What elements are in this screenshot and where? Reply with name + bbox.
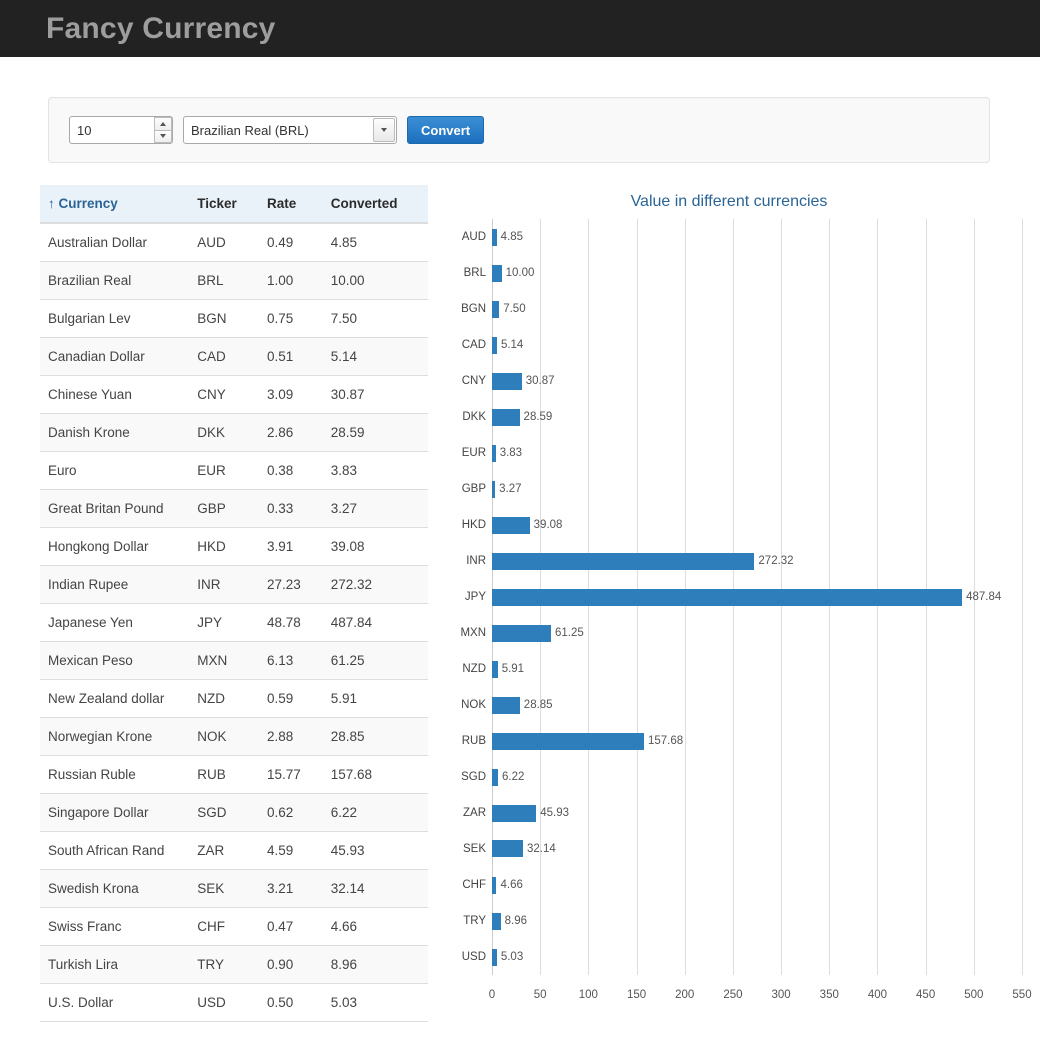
converted-cell: 157.68: [323, 756, 428, 794]
table-row: [40, 223, 428, 262]
chart-bar: [492, 840, 523, 857]
table-row: [40, 832, 428, 870]
currency-cell: Norwegian Krone: [40, 718, 189, 756]
currency-cell: Japanese Yen: [40, 604, 189, 642]
table-row: [40, 528, 428, 566]
chart-xtick-label: 300: [771, 989, 791, 1001]
ticker-cell: CNY: [189, 376, 259, 414]
chart-xtick-label: 550: [1012, 989, 1032, 1001]
ticker-cell: HKD: [189, 528, 259, 566]
table-row: [40, 642, 428, 680]
converted-cell: 28.59: [323, 414, 428, 452]
chart-ytick-label: USD: [461, 951, 486, 963]
chart-bar-row: [462, 651, 1022, 687]
table-row: [40, 300, 428, 338]
currency-cell: Danish Krone: [40, 414, 189, 452]
ticker-cell: GBP: [189, 490, 259, 528]
chart-bar-row: [461, 327, 1022, 363]
table-row: [40, 604, 428, 642]
chart-ytick-label: HKD: [461, 519, 486, 531]
chart-bar: [492, 661, 498, 678]
chart-bar-row: [461, 435, 1022, 471]
chart-title: Value in different currencies: [630, 193, 828, 210]
chart-bar-value-label: 6.22: [501, 771, 525, 783]
chart-ytick-label: JPY: [464, 591, 486, 603]
chart-bar: [492, 373, 522, 390]
currency-table-container: [40, 185, 428, 1022]
ticker-cell: CAD: [189, 338, 259, 376]
chart-bar-value-label: 5.03: [500, 951, 524, 963]
rate-cell: 0.51: [259, 338, 323, 376]
chart-bar-row: [462, 831, 1022, 867]
chart-bar: [492, 337, 497, 354]
chart-ytick-label: DKK: [462, 411, 486, 423]
chart-bar-row: [463, 795, 1022, 831]
chart-bar-row: [461, 507, 1022, 543]
converted-cell: 4.85: [323, 223, 428, 262]
chart-bar: [492, 913, 501, 930]
converted-cell: 8.96: [323, 946, 428, 984]
chevron-down-glyph: [381, 128, 387, 132]
chart-bar-value-label: 10.00: [505, 267, 535, 279]
currency-cell: Hongkong Dollar: [40, 528, 189, 566]
chart-bar-value-label: 3.27: [499, 483, 522, 495]
table-row: [40, 680, 428, 718]
ticker-cell: SEK: [189, 870, 259, 908]
table-row: [40, 718, 428, 756]
converted-cell: 5.14: [323, 338, 428, 376]
chart-bar-value-label: 30.87: [525, 375, 555, 387]
rate-cell: 0.75: [259, 300, 323, 338]
chart-plot-area: [460, 219, 1032, 1001]
chart-ytick-label: ZAR: [463, 807, 486, 819]
bar-chart: [446, 219, 1030, 1009]
converted-cell: 39.08: [323, 528, 428, 566]
ticker-cell: ZAR: [189, 832, 259, 870]
chart-ytick-label: NOK: [461, 699, 486, 711]
rate-cell: 0.59: [259, 680, 323, 718]
chart-bar: [492, 625, 551, 642]
chart-ytick-label: BRL: [463, 267, 486, 279]
stepper-buttons[interactable]: [154, 117, 172, 143]
currency-cell: Russian Ruble: [40, 756, 189, 794]
converted-cell: 3.27: [323, 490, 428, 528]
rate-cell: 1.00: [259, 262, 323, 300]
chart-bar: [492, 481, 495, 498]
rate-cell: 0.49: [259, 223, 323, 262]
chart-bar-value-label: 5.91: [501, 663, 525, 675]
chart-bar-row: [464, 579, 1022, 615]
currency-cell: Canadian Dollar: [40, 338, 189, 376]
chart-xtick-label: 500: [964, 989, 984, 1001]
chart-bar: [492, 517, 530, 534]
currency-cell: Indian Rupee: [40, 566, 189, 604]
chart-ytick-label: TRY: [463, 915, 486, 927]
chart-bar-row: [461, 219, 1022, 255]
currency-cell: Chinese Yuan: [40, 376, 189, 414]
app-title: Fancy Currency: [46, 11, 276, 45]
ticker-cell: NZD: [189, 680, 259, 718]
currency-cell: Euro: [40, 452, 189, 490]
chart-ytick-label: INR: [466, 555, 486, 567]
column-header-rate[interactable]: Rate: [259, 185, 323, 223]
chart-ytick-label: CNY: [461, 375, 486, 387]
stepper-up-button[interactable]: [154, 117, 172, 130]
rate-cell: 0.50: [259, 984, 323, 1022]
currency-cell: South African Rand: [40, 832, 189, 870]
ticker-cell: CHF: [189, 908, 259, 946]
chart-bar: [492, 265, 502, 282]
chevron-down-icon[interactable]: [373, 118, 395, 142]
chart-bar: [492, 733, 644, 750]
converted-cell: 4.66: [323, 908, 428, 946]
rate-cell: 0.38: [259, 452, 323, 490]
rate-cell: 0.33: [259, 490, 323, 528]
chart-xtick-label: 450: [916, 989, 936, 1001]
chart-ytick-label: EUR: [461, 447, 486, 459]
chart-ytick-label: RUB: [461, 735, 486, 747]
table-body: [40, 223, 428, 1022]
chart-bar: [492, 805, 536, 822]
currency-cell: Mexican Peso: [40, 642, 189, 680]
chart-ytick-label: CHF: [462, 879, 486, 891]
chart-ytick-label: MXN: [460, 627, 486, 639]
rate-cell: 3.21: [259, 870, 323, 908]
chart-bar-value-label: 4.85: [500, 231, 524, 243]
table-row: [40, 908, 428, 946]
currency-cell: Singapore Dollar: [40, 794, 189, 832]
chart-xtick-label: 50: [533, 989, 547, 1001]
chart-bar-row: [460, 615, 1022, 651]
chart-bar-row: [462, 399, 1022, 435]
table-row: [40, 946, 428, 984]
convert-button[interactable]: Convert: [407, 116, 484, 144]
ticker-cell: NOK: [189, 718, 259, 756]
chart-ytick-label: CAD: [461, 339, 486, 351]
converted-cell: 10.00: [323, 262, 428, 300]
rate-cell: 6.13: [259, 642, 323, 680]
converted-cell: 5.03: [323, 984, 428, 1022]
chart-gridline: [1022, 219, 1023, 975]
chart-bar: [492, 949, 497, 966]
rate-cell: 0.47: [259, 908, 323, 946]
chart-xtick-label: 200: [675, 989, 695, 1001]
ticker-cell: BGN: [189, 300, 259, 338]
currency-cell: Brazilian Real: [40, 262, 189, 300]
chart-ytick-label: GBP: [461, 483, 486, 495]
ticker-cell: INR: [189, 566, 259, 604]
converted-cell: 45.93: [323, 832, 428, 870]
converted-cell: 6.22: [323, 794, 428, 832]
rate-cell: 48.78: [259, 604, 323, 642]
chart-bar-row: [463, 255, 1022, 291]
rate-cell: 3.09: [259, 376, 323, 414]
chart-bar: [492, 877, 496, 894]
converted-cell: 28.85: [323, 718, 428, 756]
currency-select-value[interactable]: Brazilian Real (BRL): [183, 116, 397, 144]
table-header-row: [40, 185, 428, 223]
ticker-cell: AUD: [189, 223, 259, 262]
rate-cell: 0.90: [259, 946, 323, 984]
table-row: [40, 376, 428, 414]
ticker-cell: SGD: [189, 794, 259, 832]
rate-cell: 3.91: [259, 528, 323, 566]
chart-bar: [492, 769, 498, 786]
chart-bar: [492, 445, 496, 462]
amount-stepper[interactable]: [69, 116, 173, 144]
table-row: [40, 262, 428, 300]
column-header-ticker[interactable]: Ticker: [189, 185, 259, 223]
converted-cell: 487.84: [323, 604, 428, 642]
column-header-converted[interactable]: Converted: [323, 185, 428, 223]
conversion-form: [48, 97, 990, 163]
chart-bar: [492, 301, 499, 318]
chart-bar-row: [461, 291, 1022, 327]
table-row: [40, 794, 428, 832]
table-header: [40, 185, 428, 223]
currency-cell: Australian Dollar: [40, 223, 189, 262]
table-row: [40, 756, 428, 794]
chart-xtick-label: 250: [723, 989, 743, 1001]
chart-ytick-label: SGD: [461, 771, 486, 783]
rate-cell: 4.59: [259, 832, 323, 870]
ticker-cell: EUR: [189, 452, 259, 490]
chart-ytick-label: AUD: [461, 231, 486, 243]
table-row: [40, 452, 428, 490]
chart-container: [428, 185, 1030, 1022]
ticker-cell: TRY: [189, 946, 259, 984]
chart-bar-row: [461, 363, 1022, 399]
main-content: [0, 185, 1040, 1022]
rate-cell: 15.77: [259, 756, 323, 794]
converted-cell: 272.32: [323, 566, 428, 604]
chart-bar-row: [462, 867, 1022, 903]
chart-bar-value-label: 272.32: [758, 555, 794, 567]
ticker-cell: USD: [189, 984, 259, 1022]
chart-bar-row: [461, 471, 1022, 507]
table-row: [40, 338, 428, 376]
currency-cell: Turkish Lira: [40, 946, 189, 984]
chart-bar-row: [461, 939, 1022, 975]
chart-bar-value-label: 28.59: [523, 411, 553, 423]
chart-bar: [492, 409, 520, 426]
chart-bar: [492, 553, 754, 570]
chart-bar-value-label: 5.14: [500, 339, 524, 351]
table-row: [40, 870, 428, 908]
converted-cell: 7.50: [323, 300, 428, 338]
triangle-down-icon: [160, 134, 166, 138]
chart-ytick-label: SEK: [462, 842, 486, 855]
currency-cell: New Zealand dollar: [40, 680, 189, 718]
converted-cell: 5.91: [323, 680, 428, 718]
column-header-currency[interactable]: ↑ Currency: [40, 185, 189, 223]
rate-cell: 27.23: [259, 566, 323, 604]
table-row: [40, 490, 428, 528]
chart-bar-value-label: 157.68: [647, 735, 684, 747]
chart-bar-row: [461, 723, 1022, 759]
currency-cell: Swiss Franc: [40, 908, 189, 946]
chart-bar-value-label: 3.83: [499, 447, 523, 459]
chart-bar-row: [461, 687, 1022, 723]
stepper-down-button[interactable]: [154, 130, 172, 144]
triangle-up-icon: [160, 122, 166, 126]
ticker-cell: DKK: [189, 414, 259, 452]
chart-bar-value-label: 8.96: [504, 915, 528, 927]
ticker-cell: MXN: [189, 642, 259, 680]
chart-xtick-label: 0: [488, 989, 496, 1001]
table-row: [40, 984, 428, 1022]
table-row: [40, 566, 428, 604]
currency-table: [40, 185, 428, 1022]
chart-bar-value-label: 39.08: [533, 519, 563, 531]
converted-cell: 61.25: [323, 642, 428, 680]
chart-xtick-label: 150: [626, 989, 647, 1001]
chart-bar-value-label: 45.93: [540, 807, 570, 819]
chart-bar-row: [466, 543, 1022, 579]
currency-cell: Swedish Krona: [40, 870, 189, 908]
top-navbar: [0, 0, 1040, 57]
chart-xtick-label: 100: [578, 989, 598, 1001]
chart-bar-value-label: 4.66: [500, 879, 523, 891]
currency-cell: Bulgarian Lev: [40, 300, 189, 338]
chart-bar-value-label: 32.14: [526, 842, 556, 855]
chart-ytick-label: BGN: [461, 303, 486, 315]
chart-bar: [492, 229, 497, 246]
converted-cell: 30.87: [323, 376, 428, 414]
chart-ytick-label: NZD: [462, 663, 486, 675]
chart-bar: [492, 589, 962, 606]
table-row: [40, 414, 428, 452]
converted-cell: 3.83: [323, 452, 428, 490]
chart-bar-value-label: 7.50: [503, 303, 526, 315]
currency-select[interactable]: [183, 116, 397, 144]
chart-bar-value-label: 61.25: [555, 627, 584, 639]
rate-cell: 2.88: [259, 718, 323, 756]
rate-cell: 2.86: [259, 414, 323, 452]
chart-xtick-label: 400: [867, 989, 888, 1001]
chart-xtick-label: 350: [819, 989, 839, 1001]
chart-bar-row: [463, 903, 1022, 939]
ticker-cell: RUB: [189, 756, 259, 794]
chart-bar: [492, 697, 520, 714]
currency-cell: U.S. Dollar: [40, 984, 189, 1022]
currency-cell: Great Britan Pound: [40, 490, 189, 528]
chart-bar-value-label: 487.84: [966, 591, 1002, 603]
chart-bar-value-label: 28.85: [523, 699, 553, 711]
converted-cell: 32.14: [323, 870, 428, 908]
ticker-cell: BRL: [189, 262, 259, 300]
chart-bar-row: [461, 759, 1022, 795]
ticker-cell: JPY: [189, 604, 259, 642]
rate-cell: 0.62: [259, 794, 323, 832]
